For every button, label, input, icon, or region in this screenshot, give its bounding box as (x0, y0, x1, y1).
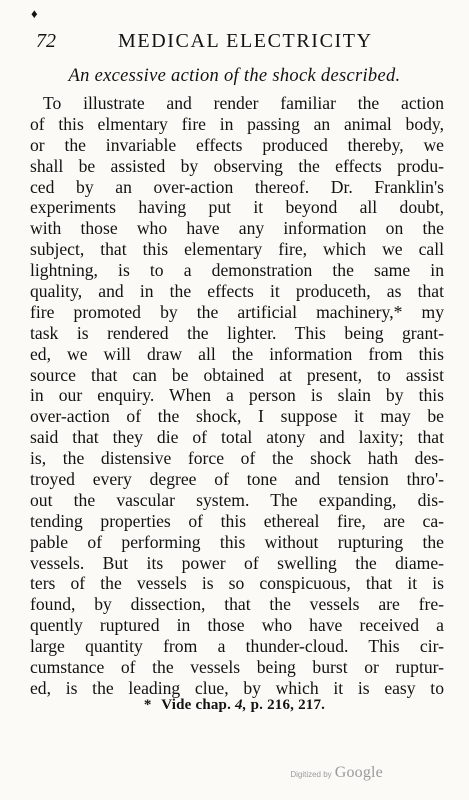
text-line: pable of performing this without rupturing the (30, 531, 444, 552)
text-line: vessels. But its power of swelling the diame- (30, 552, 444, 573)
footnote-marker: * (143, 697, 152, 713)
text-line: ed, is the leading clue, by which it is easy to (30, 677, 444, 698)
ornament-mark: ♦ (31, 6, 38, 21)
text-line: ters of the vessels is so conspicuous, that it is (30, 573, 444, 594)
text-line: out the vascular system. The expanding, dis- (30, 489, 444, 510)
text-line: tending properties of this ethereal fire, are ca- (30, 510, 444, 531)
text-line: in our enquiry. When a person is slain by this (30, 385, 444, 406)
digitized-watermark (290, 764, 383, 782)
text-line: shall be assisted by observing the effects produ- (30, 155, 444, 176)
watermark-brand: Google (334, 764, 383, 781)
text-line: To illustrate and render familiar the action (43, 93, 444, 113)
footnote-volume: 4, (235, 697, 247, 713)
footnote (0, 697, 469, 714)
body-text (30, 93, 444, 699)
page-number: 72 (36, 30, 56, 52)
section-title: An excessive action of the shock described. (68, 66, 401, 86)
text-line: said that they die of total atony and laxity; that (30, 427, 444, 448)
text-line: ed, we will draw all the information from this (30, 343, 444, 364)
text-line: found, by dissection, that the vessels are fre- (30, 594, 444, 615)
text-line: fire promoted by the artificial machinery,* my (30, 301, 444, 322)
text-line: large quantity from a thunder-cloud. This cir- (30, 636, 444, 657)
text-line: of this elmentary fire in passing an animal body, (30, 113, 444, 134)
text-line: ced by an over-action thereof. Dr. Franklin's (30, 176, 444, 197)
text-line: task is rendered the lighter. This being grant- (30, 322, 444, 343)
text-line: quality, and in the effects it produceth, as that (30, 281, 444, 302)
text-line: over-action of the shock, I suppose it may be (30, 406, 444, 427)
text-line: quently ruptured in those who have received a (30, 615, 444, 636)
watermark-prefix: Digitized by (290, 770, 332, 779)
text-line: with those who have any information on the (30, 218, 444, 239)
text-line: troyed every degree of tone and tension thro'- (30, 469, 444, 490)
text-line: subject, that this elementary fire, which we call (30, 239, 444, 260)
text-line: or the invariable effects produced thereby, we (30, 134, 444, 155)
page-header (36, 30, 444, 54)
text-line: lightning, is to a demonstration the same in (30, 260, 444, 281)
text-line: is, the distensive force of the shock hath des- (30, 448, 444, 469)
text-line: experiments having put it beyond all doubt, (30, 197, 444, 218)
footnote-pages: p. 216, 217. (250, 697, 326, 713)
text-line: source that can be obtained at present, to assist (30, 364, 444, 385)
text-line: cumstance of the vessels being burst or ruptur- (30, 657, 444, 678)
running-head: MEDICAL ELECTRICITY (118, 30, 373, 52)
footnote-text: Vide chap. (161, 697, 232, 713)
